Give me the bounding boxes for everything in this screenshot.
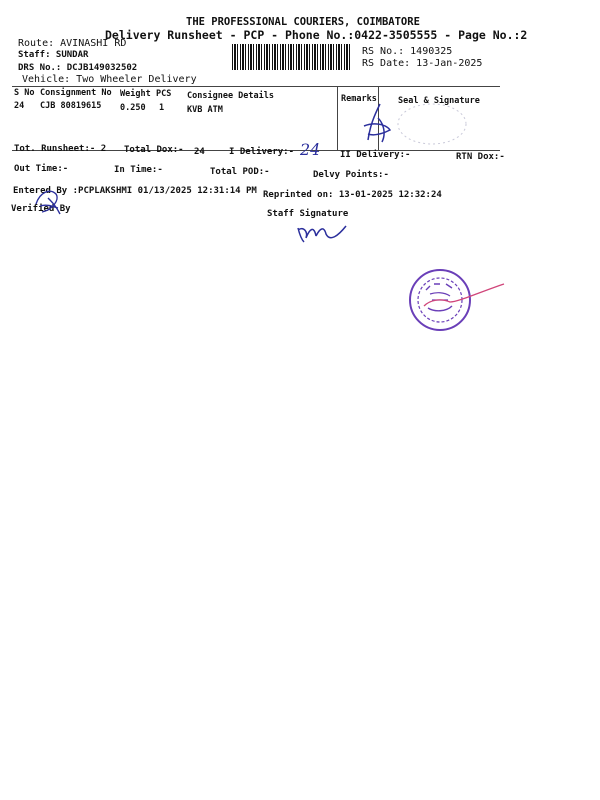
row-pcs: 1 xyxy=(159,103,165,113)
reprinted-on: Reprinted on: 13-01-2025 12:32:24 xyxy=(263,190,442,200)
staff-info: Staff: SUNDAR xyxy=(18,50,89,60)
drs-number: DRS No.: DCJB149032502 xyxy=(18,63,138,73)
seal-stamp-faint xyxy=(392,100,472,148)
col-header-weight: Weight xyxy=(120,89,151,99)
ii-delivery-label: II Delivery:- xyxy=(340,150,411,160)
col-header-sno: S No xyxy=(14,88,35,98)
i-delivery-label: I Delivery:- xyxy=(229,147,295,157)
entered-by: Entered By :PCPLAKSHMI 01/13/2025 12:31:14 PM xyxy=(13,186,257,196)
row-consignment-no: CJB 80819615 xyxy=(40,101,102,111)
in-time-label: In Time:- xyxy=(114,165,163,175)
delvy-points-label: Delvy Points:- xyxy=(313,170,389,180)
rs-date: RS Date: 13-Jan-2025 xyxy=(362,58,483,69)
staff-signature xyxy=(294,218,354,246)
company-seal-stamp xyxy=(400,262,510,346)
col-header-consignment: Consignment No xyxy=(40,88,112,98)
vehicle-info: Vehicle: Two Wheeler Delivery xyxy=(22,74,197,85)
verified-by-label: Verified By xyxy=(11,204,71,214)
total-dox-label: Total Dox:- xyxy=(124,145,184,155)
row-consignee: KVB ATM xyxy=(187,105,223,115)
tot-runsheet: Tot. Runsheet:- 2 xyxy=(14,144,107,154)
row-sno: 24 xyxy=(14,101,25,111)
route-info: Route: AVINASHI RD xyxy=(18,38,127,49)
total-dox-value: 24 xyxy=(194,147,205,157)
col-header-remarks: Remarks xyxy=(341,94,377,104)
runsheet-title: Delivery Runsheet - PCP - Phone No.:0422-3505555 - Page No.:2 xyxy=(105,28,528,42)
out-time-label: Out Time:- xyxy=(14,164,69,174)
rs-number: RS No.: 1490325 xyxy=(362,46,453,57)
col-header-pcs: PCS xyxy=(156,89,172,99)
col-header-consignee: Consignee Details xyxy=(187,91,274,101)
i-delivery-handwritten: 24 xyxy=(300,140,321,159)
col-header-seal: Seal & Signature xyxy=(398,96,480,106)
staff-signature-label: Staff Signature xyxy=(267,209,349,219)
table-top-border xyxy=(12,86,500,87)
row-weight: 0.250 xyxy=(120,103,146,113)
barcode xyxy=(232,44,352,70)
total-pod-label: Total POD:- xyxy=(210,167,270,177)
rtn-dox-label: RTN Dox:- xyxy=(456,152,505,162)
verifier-initials xyxy=(30,184,66,218)
remarks-divider xyxy=(337,86,338,150)
company-name: THE PROFESSIONAL COURIERS, COIMBATORE xyxy=(186,16,420,28)
